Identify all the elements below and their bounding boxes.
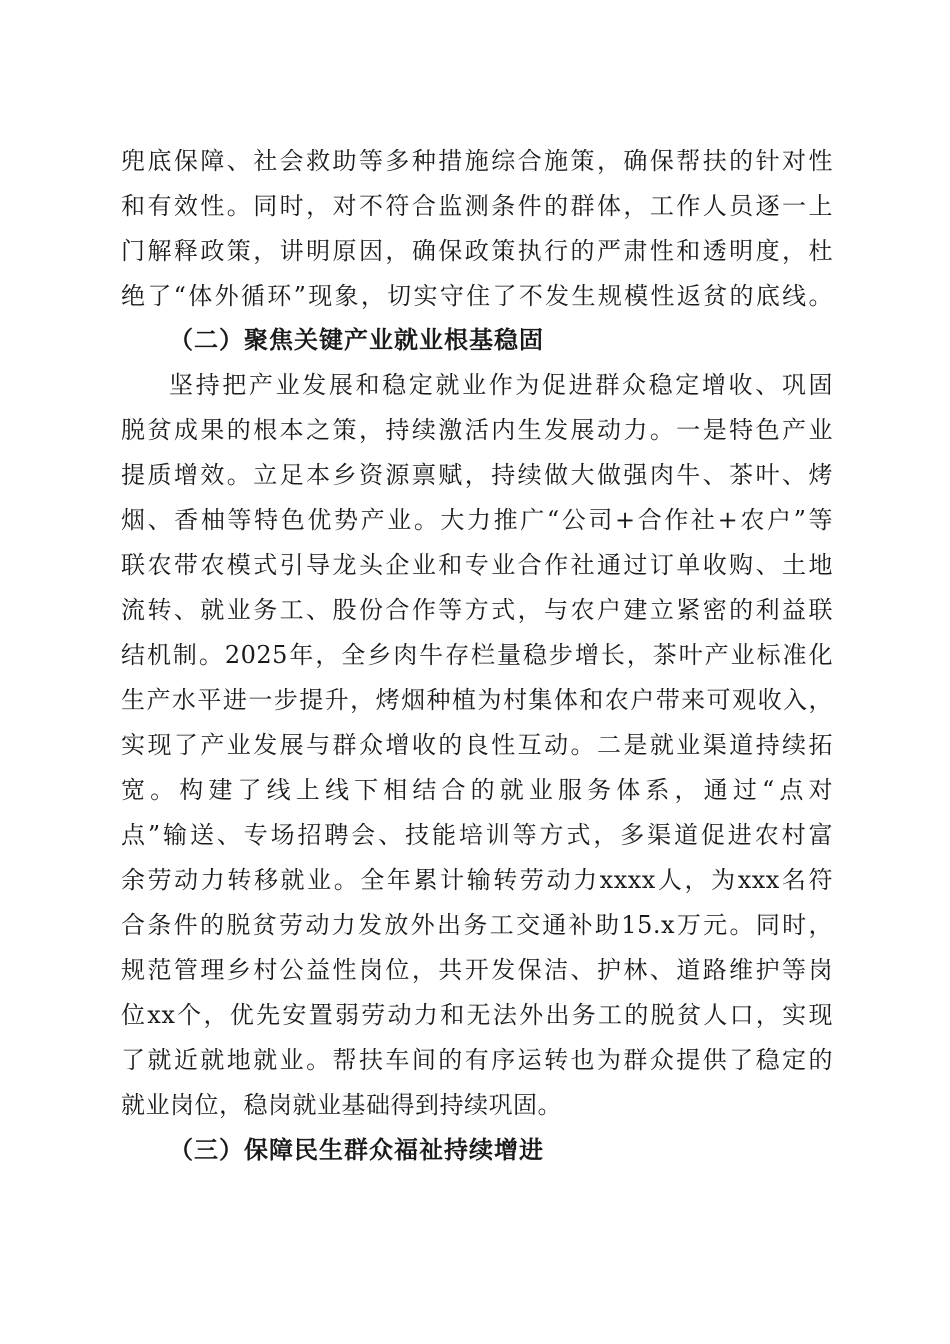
section-heading: （二）聚焦关键产业就业根基稳固	[169, 325, 544, 354]
paragraph-line: 和有效性。同时，对不符合监测条件的群体，工作人员逐一上	[121, 192, 833, 220]
paragraph-line: 了就近就地就业。帮扶车间的有序运转也为群众提供了稳定的	[121, 1046, 833, 1074]
paragraph-line: 脱贫成果的根本之策，持续激活内生发展动力。一是特色产业	[121, 416, 833, 444]
paragraph-line: 生产水平进一步提升，烤烟种植为村集体和农户带来可观收入，	[121, 686, 833, 714]
paragraph-line: 宽。构建了线上线下相结合的就业服务体系，通过“点对	[121, 776, 833, 804]
paragraph-line: 点”输送、专场招聘会、技能培训等方式，多渠道促进农村富	[121, 821, 833, 849]
paragraph-line: 合条件的脱贫劳动力发放外出务工交通补助15.x万元。同时，	[121, 911, 833, 939]
paragraph-line: 兜底保障、社会救助等多种措施综合施策，确保帮扶的针对性	[121, 147, 833, 175]
paragraph-line: 余劳动力转移就业。全年累计输转劳动力xxxx人，为xxx名符	[121, 866, 833, 894]
paragraph-line: 坚持把产业发展和稳定就业作为促进群众稳定增收、巩固	[169, 371, 833, 399]
paragraph-line: 就业岗位，稳岗就业基础得到持续巩固。	[121, 1091, 562, 1119]
paragraph-line: 位xx个，优先安置弱劳动力和无法外出务工的脱贫人口，实现	[121, 1001, 833, 1029]
paragraph-line: 结机制。2025年，全乡肉牛存栏量稳步增长，茶叶产业标准化	[121, 641, 833, 669]
paragraph-line: 门解释政策，讲明原因，确保政策执行的严肃性和透明度，杜	[121, 237, 833, 265]
paragraph-line: 规范管理乡村公益性岗位，共开发保洁、护林、道路维护等岗	[121, 956, 833, 984]
section-heading: （三）保障民生群众福祉持续增进	[169, 1135, 544, 1164]
paragraph-line: 联农带农模式引导龙头企业和专业合作社通过订单收购、土地	[121, 551, 833, 579]
paragraph-line: 实现了产业发展与群众增收的良性互动。二是就业渠道持续拓	[121, 731, 833, 759]
paragraph-line: 烟、香柚等特色优势产业。大力推广“公司+合作社+农户”等	[121, 506, 833, 534]
paragraph-line: 绝了“体外循环”现象，切实守住了不发生规模性返贫的底线。	[121, 282, 833, 310]
paragraph-line: 提质增效。立足本乡资源禀赋，持续做大做强肉牛、茶叶、烤	[121, 461, 833, 489]
paragraph-line: 流转、就业务工、股份合作等方式，与农户建立紧密的利益联	[121, 596, 833, 624]
